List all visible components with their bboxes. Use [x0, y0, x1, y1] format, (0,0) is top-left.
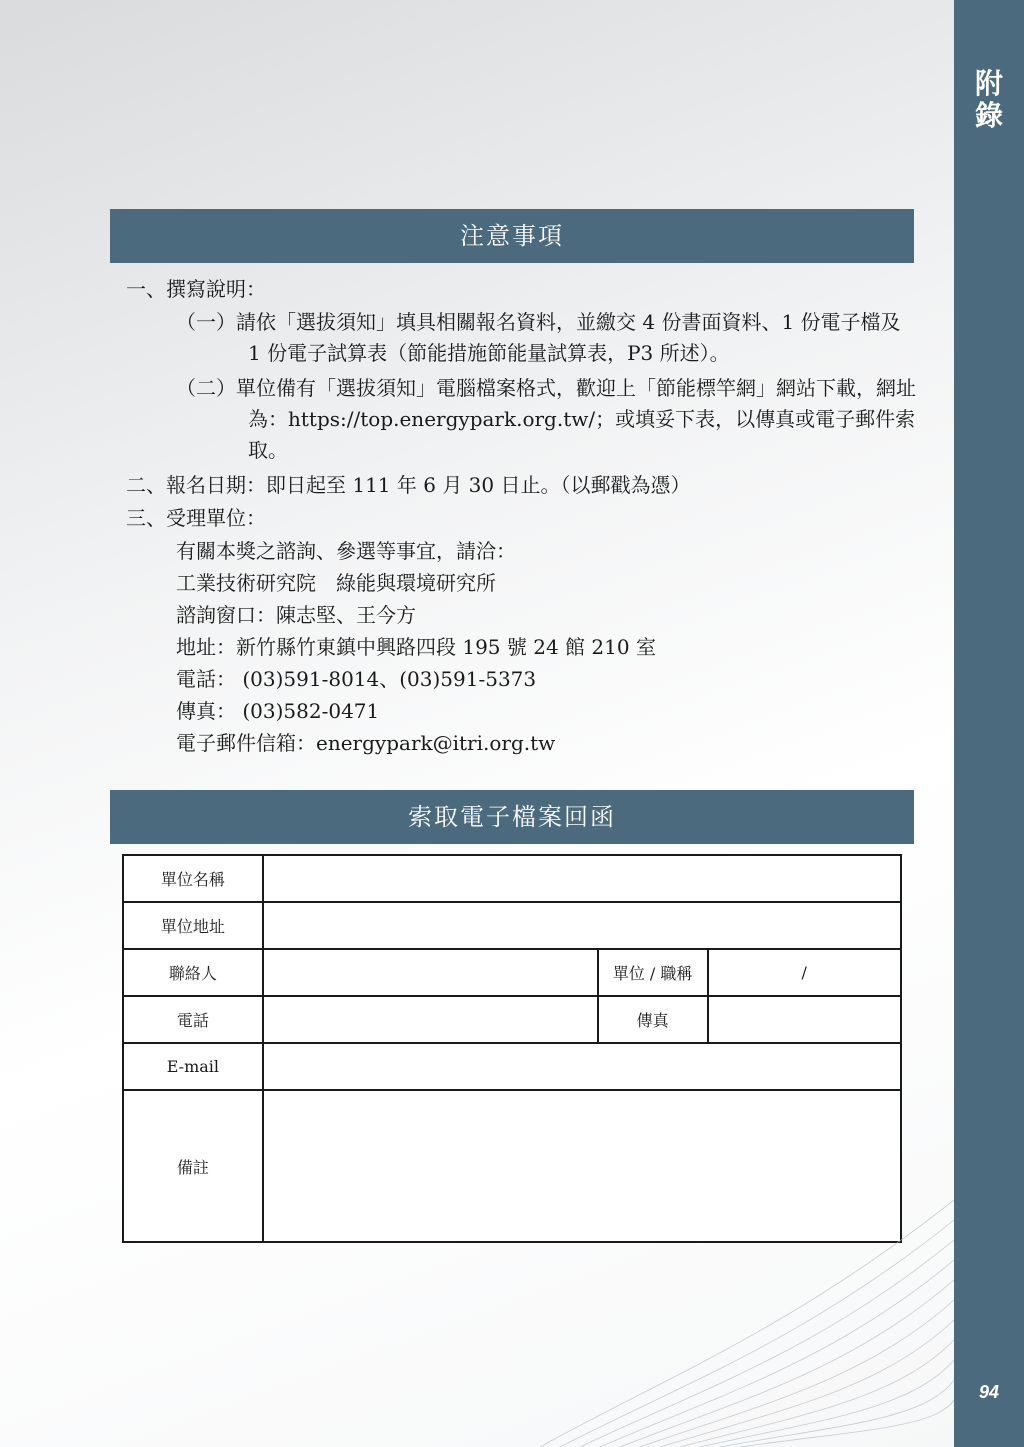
unit-address-label: 單位地址 — [123, 902, 263, 949]
page-number: 94 — [978, 1382, 1000, 1402]
email-label: E-mail — [123, 1043, 263, 1090]
notes-body — [126, 274, 916, 759]
note-subitem-1: （一）請依「選拔須知」填具相關報名資料，並繳交 4 份書面資料、1 份電子檔及 1 份電子試算表（節能措施節能量試算表，P3 所述）。 — [176, 310, 901, 365]
contact-persons: 諮詢窗口：陳志堅、王今方 — [176, 603, 416, 627]
unit-title-field[interactable]: / — [708, 949, 902, 996]
request-form-title: 索取電子檔案回函 — [110, 790, 914, 844]
unit-address-field[interactable] — [263, 902, 901, 949]
phone-label: 電話 — [123, 996, 263, 1043]
table-row — [123, 996, 901, 1043]
note-item-3: 三、受理單位： — [126, 506, 266, 530]
contact-address: 地址：新竹縣竹東鎮中興路四段 195 號 24 館 210 室 — [176, 635, 656, 659]
contact-person-field[interactable] — [263, 949, 598, 996]
unit-name-field[interactable] — [263, 855, 901, 902]
unit-name-label: 單位名稱 — [123, 855, 263, 902]
contact-person-label: 聯絡人 — [123, 949, 263, 996]
contact-fax: 傳真： (03)582-0471 — [176, 699, 380, 723]
table-row — [123, 949, 901, 996]
note-item-2: 二、報名日期：即日起至 111 年 6 月 30 日止。（以郵戳為憑） — [126, 473, 691, 497]
notes-section-title: 注意事項 — [110, 209, 914, 263]
contact-org: 工業技術研究院 綠能與環境研究所 — [176, 571, 496, 595]
remarks-label: 備註 — [123, 1090, 263, 1242]
phone-field[interactable] — [263, 996, 598, 1043]
fax-label: 傳真 — [598, 996, 708, 1043]
table-row — [123, 855, 901, 902]
email-field[interactable] — [263, 1043, 901, 1090]
contact-intro: 有關本獎之諮詢、參選等事宜，請洽： — [176, 539, 516, 563]
table-row — [123, 1043, 901, 1090]
appendix-label — [954, 68, 1024, 132]
note-item-1: 一、撰寫說明： — [126, 277, 266, 301]
note-subitem-2: （二）單位備有「選拔須知」電腦檔案格式，歡迎上「節能標竿網」網站下載，網址為：https://top.energypark.org.tw/；或填妥下表，以傳真或電子郵件索取。 — [176, 376, 916, 462]
side-strip — [954, 0, 1024, 1447]
fax-field[interactable] — [708, 996, 902, 1043]
decorative-wave-lines — [540, 1180, 954, 1447]
contact-phone: 電話： (03)591-8014、(03)591-5373 — [176, 667, 537, 691]
table-row — [123, 902, 901, 949]
appendix-char-1: 附 — [974, 67, 1003, 100]
appendix-char-2: 錄 — [974, 99, 1003, 132]
unit-title-label: 單位 / 職稱 — [598, 949, 708, 996]
contact-email: 電子郵件信箱：energypark@itri.org.tw — [176, 731, 556, 755]
